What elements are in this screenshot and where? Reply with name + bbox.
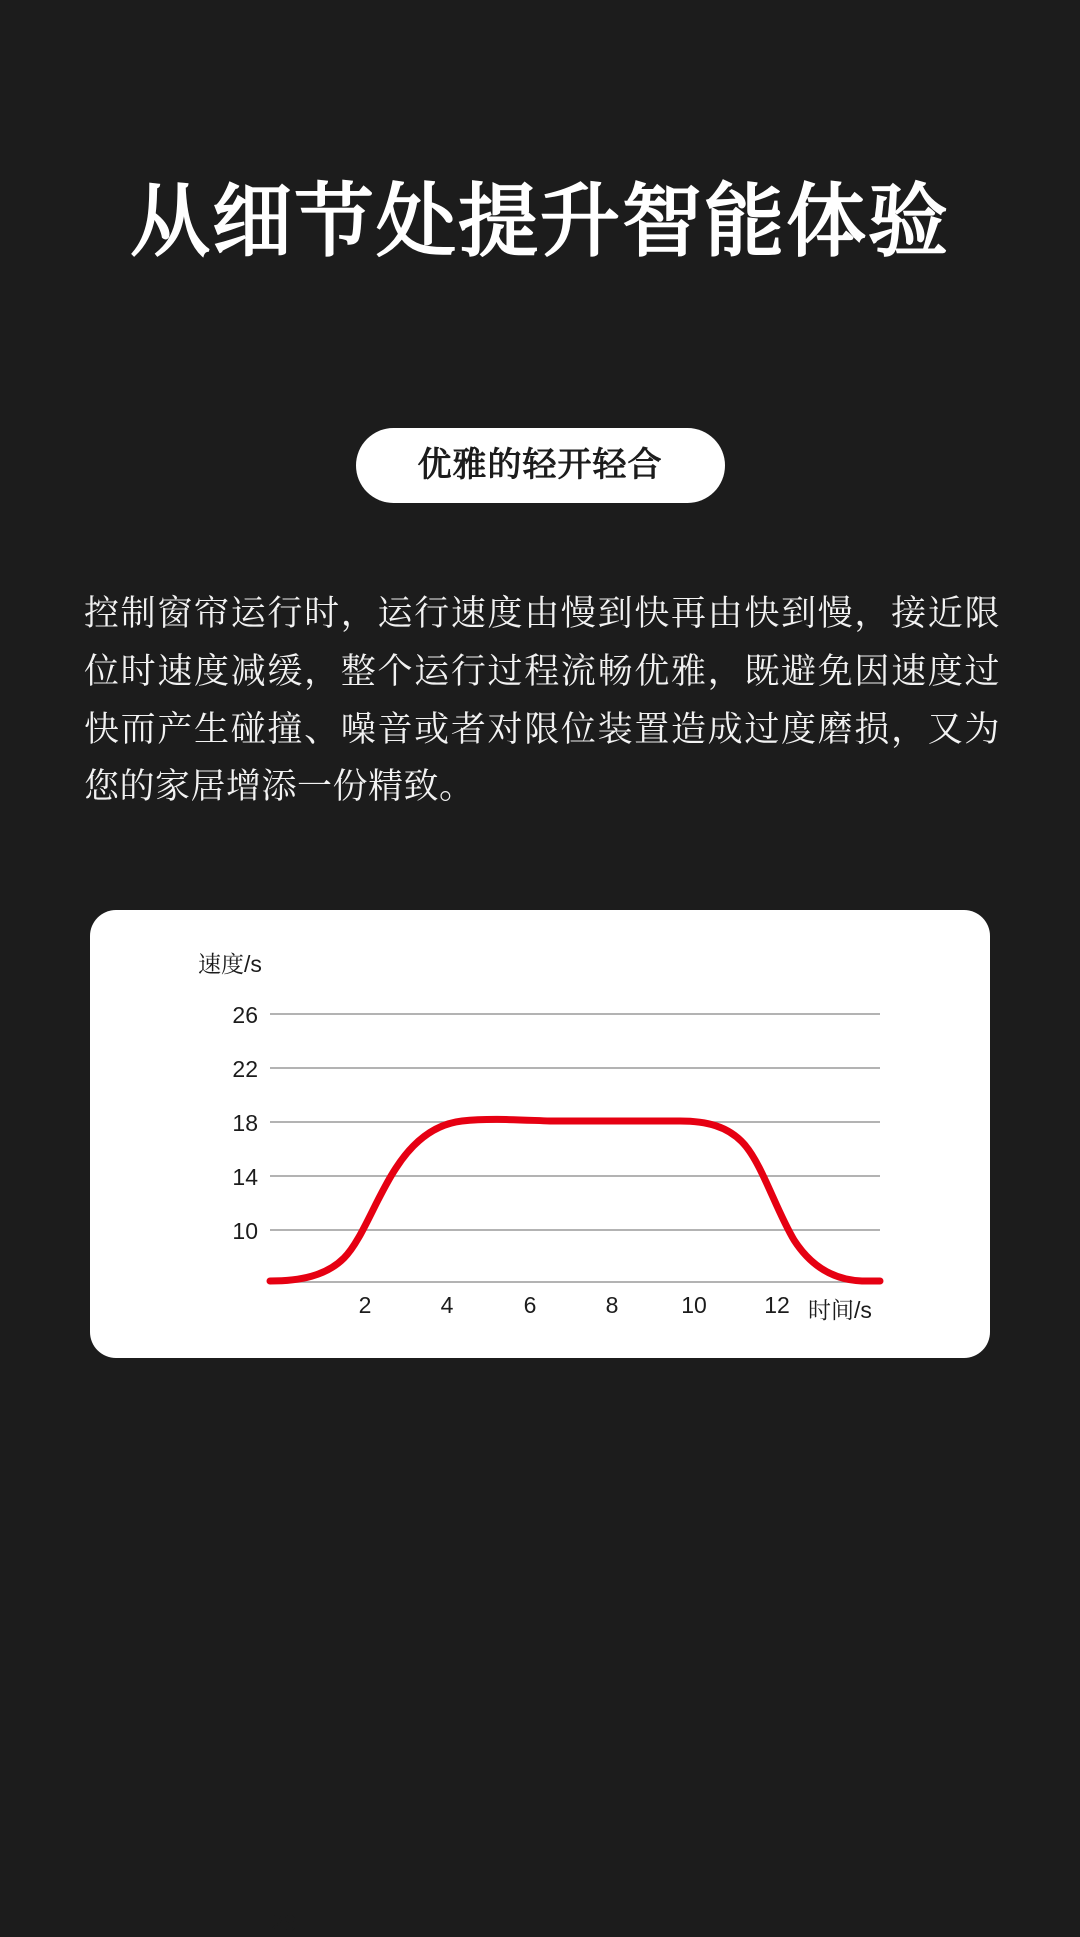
y-tick-label: 26 bbox=[270, 1910, 296, 1936]
body-paragraph: 控制窗帘运行时，运行速度由慢到快再由快到慢，接近限位时速度减缓，整个运行过程流畅优雅，既避免因速度过快而产生碰撞、噪音或者对限位装置造成过度磨损，又为您的家居增添一份精致。 bbox=[84, 594, 1000, 807]
x-tick-10: 10 bbox=[681, 1292, 707, 1318]
y-tick-14: 14 bbox=[232, 1164, 258, 1190]
y-tick-26: 26 bbox=[232, 1002, 258, 1028]
x-tick-8: 8 bbox=[605, 1292, 619, 1318]
page-title: 从细节处提升智能体验 bbox=[130, 177, 950, 266]
x-axis-title: 时间/s bbox=[808, 1297, 872, 1323]
chart-inner bbox=[90, 910, 990, 1936]
x-tick-6: 6 bbox=[523, 1292, 537, 1318]
pill-badge-container bbox=[0, 428, 1080, 503]
section-badge: 优雅的轻开轻合 bbox=[356, 428, 725, 503]
x-tick-12: 12 bbox=[764, 1292, 790, 1318]
speed-chart-card bbox=[90, 910, 990, 1936]
grid-lines bbox=[270, 1014, 880, 1282]
y-tick-22: 22 bbox=[232, 1056, 258, 1082]
y-axis-title: 速度/s bbox=[198, 951, 262, 977]
x-tick-4: 4 bbox=[440, 1292, 454, 1318]
speed-curve bbox=[270, 1119, 880, 1281]
x-tick-2: 2 bbox=[358, 1292, 372, 1318]
y-tick-18: 18 bbox=[232, 1110, 258, 1136]
y-tick-10: 10 bbox=[232, 1218, 258, 1244]
